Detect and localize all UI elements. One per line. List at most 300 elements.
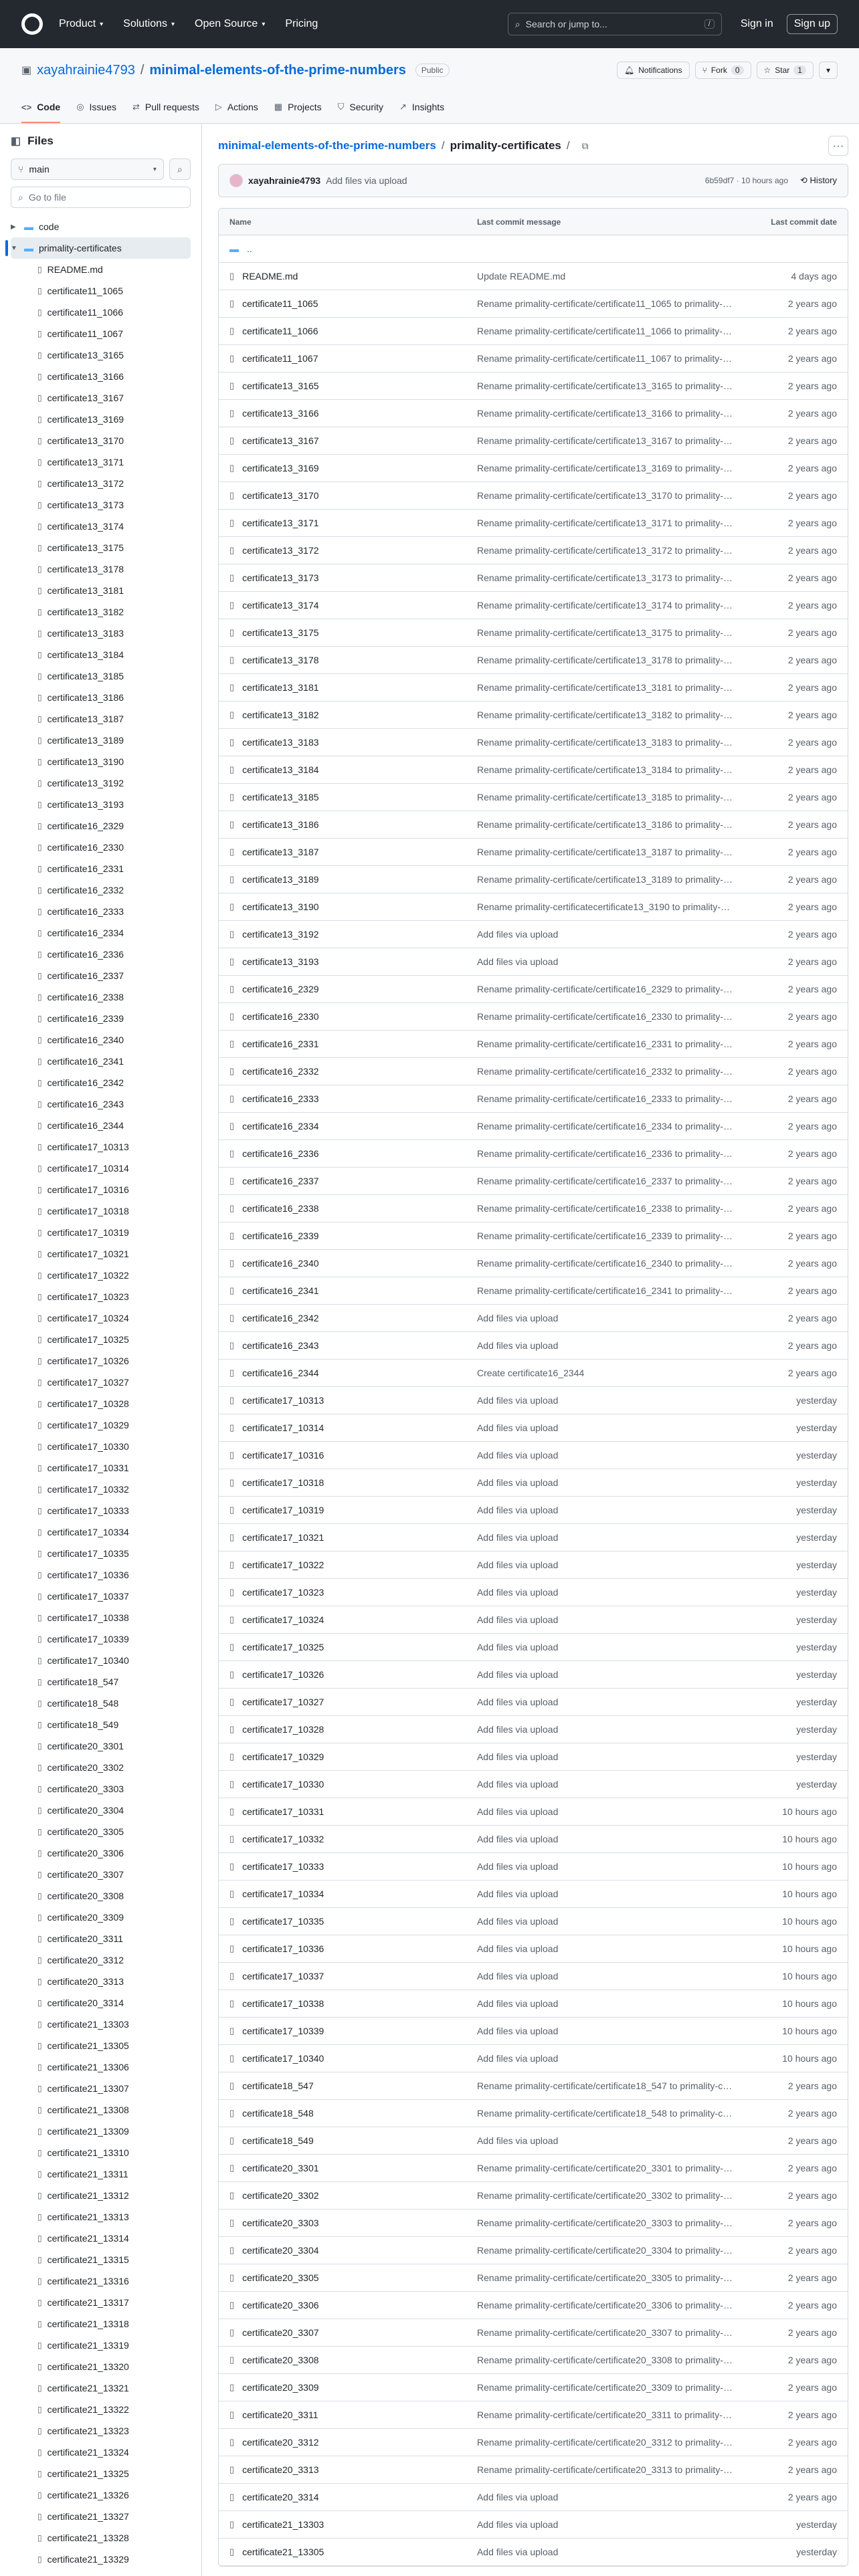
tree-file-item[interactable] <box>11 751 191 772</box>
branch-selector[interactable] <box>11 158 164 180</box>
commit-message-link[interactable]: Rename primality-certificate/certificate13_3174 to primality-… <box>476 600 733 611</box>
file-name-link[interactable]: certificate13_3182 <box>242 710 319 720</box>
table-row[interactable] <box>219 1195 848 1222</box>
table-row[interactable] <box>219 756 848 784</box>
tab-security[interactable] <box>338 92 383 123</box>
commit-message-link[interactable]: Add files via upload <box>326 175 407 186</box>
file-name-link[interactable]: certificate17_10338 <box>242 1998 324 2009</box>
tree-file-item[interactable] <box>11 2014 191 2035</box>
tree-file-item[interactable] <box>11 1158 191 1179</box>
file-name-link[interactable]: certificate13_3169 <box>242 463 319 473</box>
tree-file-item[interactable] <box>11 1714 191 1735</box>
commit-message-link[interactable]: Rename primality-certificate/certificate16_2337 to primality-… <box>476 1176 733 1186</box>
table-row[interactable] <box>219 1771 848 1798</box>
file-name-link[interactable]: certificate20_3304 <box>242 2245 319 2256</box>
table-row[interactable] <box>219 1140 848 1168</box>
tree-file-item[interactable] <box>11 2163 191 2185</box>
tree-file-item[interactable] <box>11 944 191 965</box>
table-row[interactable] <box>219 318 848 345</box>
commit-message-link[interactable]: Add files via upload <box>476 1477 559 1488</box>
tree-file-item[interactable] <box>11 986 191 1008</box>
file-name-link[interactable]: certificate20_3314 <box>242 2492 319 2502</box>
tree-file-item[interactable] <box>11 772 191 794</box>
tree-file-item[interactable] <box>11 730 191 751</box>
file-name-link[interactable]: certificate13_3183 <box>242 737 319 748</box>
table-row[interactable] <box>219 674 848 702</box>
table-row[interactable] <box>219 1222 848 1250</box>
table-row[interactable] <box>219 2484 848 2511</box>
commit-message-link[interactable]: Rename primality-certificate/certificate16_2332 to primality-… <box>476 1066 733 1077</box>
file-name-link[interactable]: certificate16_2333 <box>242 1093 319 1104</box>
file-name-link[interactable]: certificate20_3307 <box>242 2327 319 2338</box>
table-row[interactable] <box>219 1442 848 1469</box>
copy-path-icon[interactable]: ⧉ <box>581 140 589 151</box>
table-row[interactable] <box>219 1414 848 1442</box>
commit-meta[interactable]: 6b59df7 · 10 hours ago <box>704 176 789 185</box>
tree-file-item[interactable] <box>11 2420 191 2442</box>
commit-message-link[interactable]: Add files via upload <box>476 1532 559 1543</box>
tree-file-item[interactable] <box>11 2484 191 2506</box>
tree-file-item[interactable] <box>11 708 191 730</box>
history-link[interactable] <box>800 175 837 186</box>
tree-file-item[interactable] <box>11 280 191 302</box>
tree-file-item[interactable] <box>11 1008 191 1029</box>
file-name-link[interactable]: certificate20_3308 <box>242 2355 319 2365</box>
file-name-link[interactable]: certificate16_2332 <box>242 1066 319 1077</box>
table-row[interactable] <box>219 2539 848 2566</box>
tree-file-item[interactable] <box>11 901 191 922</box>
commit-message-link[interactable]: Rename primality-certificate/certificate13_3167 to primality-… <box>476 435 733 446</box>
parent-directory-row[interactable] <box>219 235 848 263</box>
table-row[interactable] <box>219 1058 848 1085</box>
tree-file-item[interactable] <box>11 516 191 537</box>
tree-file-item[interactable] <box>11 1671 191 1693</box>
file-name-link[interactable]: certificate17_10325 <box>242 1642 324 1652</box>
table-row[interactable] <box>219 564 848 592</box>
commit-message-link[interactable]: Add files via upload <box>476 1971 559 1981</box>
tree-file-item[interactable] <box>11 1072 191 1093</box>
commit-message-link[interactable]: Rename primality-certificate/certificate13_3183 to primality-… <box>476 737 733 748</box>
tree-file-item[interactable] <box>11 2206 191 2228</box>
tree-file-item[interactable] <box>11 2527 191 2549</box>
commit-message-link[interactable]: Add files via upload <box>476 1505 559 1515</box>
commit-message-link[interactable]: Rename primality-certificate/certificate13_3172 to primality-… <box>476 545 733 556</box>
file-name-link[interactable]: certificate17_10324 <box>242 1614 324 1625</box>
table-row[interactable] <box>219 1743 848 1771</box>
file-name-link[interactable]: certificate20_3313 <box>242 2464 319 2475</box>
file-name-link[interactable]: certificate17_10326 <box>242 1669 324 1680</box>
tree-file-item[interactable] <box>11 858 191 879</box>
file-name-link[interactable]: certificate17_10331 <box>242 1806 324 1817</box>
tree-file-item[interactable] <box>11 1564 191 1586</box>
tree-file-item[interactable] <box>11 430 191 451</box>
commit-message-link[interactable]: Rename primality-certificate/certificate13_3185 to primality-… <box>476 792 733 802</box>
tree-file-item[interactable] <box>11 2399 191 2420</box>
file-name-link[interactable]: certificate13_3193 <box>242 956 319 967</box>
tree-file-item[interactable] <box>11 1436 191 1457</box>
tree-file-item[interactable] <box>11 1393 191 1414</box>
file-name-link[interactable]: certificate13_3166 <box>242 408 319 419</box>
table-row[interactable] <box>219 839 848 866</box>
table-row[interactable] <box>219 592 848 619</box>
table-row[interactable] <box>219 1250 848 1277</box>
commit-message-link[interactable]: Add files via upload <box>476 1669 559 1680</box>
tab-actions[interactable] <box>215 92 258 123</box>
commit-message-link[interactable]: Rename primality-certificate/certificate13_3187 to primality-… <box>476 847 733 857</box>
breadcrumb-repo-link[interactable]: minimal-elements-of-the-prime-numbers <box>217 139 436 152</box>
file-name-link[interactable]: certificate17_10323 <box>242 1587 324 1598</box>
table-row[interactable] <box>219 1689 848 1716</box>
file-name-link[interactable]: certificate13_3165 <box>242 381 319 391</box>
tree-file-item[interactable] <box>11 366 191 387</box>
file-name-link[interactable]: certificate18_547 <box>242 2080 314 2091</box>
file-name-link[interactable]: certificate20_3312 <box>242 2437 319 2448</box>
file-name-link[interactable]: certificate20_3301 <box>242 2163 319 2173</box>
file-name-link[interactable]: certificate16_2339 <box>242 1230 319 1241</box>
file-name-link[interactable]: certificate17_10336 <box>242 1943 324 1954</box>
file-name-link[interactable]: certificate13_3184 <box>242 764 319 775</box>
sidebar-collapse-icon[interactable]: ◧ <box>11 136 21 147</box>
commit-message-link[interactable]: Rename primality-certificate/certificate18_548 to primality-c… <box>476 2108 733 2119</box>
file-name-link[interactable]: certificate17_10340 <box>242 2053 324 2064</box>
file-name-link[interactable]: certificate20_3306 <box>242 2300 319 2311</box>
commit-message-link[interactable]: Add files via upload <box>476 1450 559 1461</box>
commit-message-link[interactable]: Create certificate16_2344 <box>476 1368 585 1378</box>
tree-file-item[interactable] <box>11 644 191 665</box>
file-name-link[interactable]: certificate11_1066 <box>242 326 318 336</box>
commit-message-link[interactable]: Add files via upload <box>476 1642 559 1652</box>
commit-message-link[interactable]: Rename primality-certificate/certificate20_3313 to primality-… <box>476 2464 733 2475</box>
file-name-link[interactable]: certificate13_3189 <box>242 874 319 885</box>
commit-message-link[interactable]: Rename primality-certificate/certificate20_3312 to primality-… <box>476 2437 733 2448</box>
tree-file-item[interactable] <box>11 1051 191 1072</box>
repo-owner-link[interactable]: xayahrainie4793 <box>37 62 135 78</box>
commit-message-link[interactable]: Rename primality-certificate/certificate11_1065 to primality-… <box>476 298 732 309</box>
commit-message-link[interactable]: Add files via upload <box>476 1779 559 1790</box>
table-row[interactable] <box>219 2127 848 2155</box>
commit-message-link[interactable]: Rename primality-certificate/certificate13_3175 to primality-… <box>476 627 733 638</box>
tree-file-item[interactable] <box>11 815 191 837</box>
table-row[interactable] <box>219 702 848 729</box>
commit-message-link[interactable]: Rename primality-certificate/certificate11_1066 to primality-… <box>476 326 732 336</box>
table-row[interactable] <box>219 2456 848 2484</box>
table-row[interactable] <box>219 1113 848 1140</box>
file-name-link[interactable]: certificate13_3172 <box>242 545 319 556</box>
commit-message-link[interactable]: Rename primality-certificate/certificate20_3304 to primality-… <box>476 2245 733 2256</box>
table-row[interactable] <box>219 455 848 482</box>
table-row[interactable] <box>219 729 848 756</box>
tree-file-item[interactable] <box>11 601 191 623</box>
tree-file-item[interactable] <box>11 794 191 815</box>
table-row[interactable] <box>219 1551 848 1579</box>
tree-file-item[interactable] <box>11 409 191 430</box>
table-row[interactable] <box>219 1332 848 1360</box>
tree-file-item[interactable] <box>11 1735 191 1757</box>
table-row[interactable] <box>219 1606 848 1634</box>
commit-message-link[interactable]: Rename primality-certificatecertificate13_3190 to primality-… <box>476 901 731 912</box>
tree-file-item[interactable] <box>11 1864 191 1885</box>
file-name-link[interactable]: certificate21_13303 <box>242 2519 324 2530</box>
tab-code[interactable] <box>21 92 60 123</box>
commit-message-link[interactable]: Rename primality-certificate/certificate13_3189 to primality-… <box>476 874 733 885</box>
file-name-link[interactable]: certificate17_10328 <box>242 1724 324 1735</box>
more-options-button[interactable] <box>828 136 848 156</box>
table-row[interactable] <box>219 1963 848 1990</box>
commit-message-link[interactable]: Add files via upload <box>476 1806 559 1817</box>
tree-file-item[interactable] <box>11 1842 191 1864</box>
tab-pull-requests[interactable] <box>132 92 199 123</box>
tree-file-item[interactable] <box>11 1821 191 1842</box>
commit-message-link[interactable]: Add files via upload <box>476 1889 559 1899</box>
notifications-button[interactable] <box>617 62 690 79</box>
file-name-link[interactable]: certificate16_2337 <box>242 1176 319 1186</box>
table-row[interactable] <box>219 921 848 948</box>
tree-file-item[interactable] <box>11 1949 191 1971</box>
commit-message-link[interactable]: Rename primality-certificate/certificate20_3301 to primality-… <box>476 2163 733 2173</box>
commit-message-link[interactable]: Rename primality-certificate/certificate13_3166 to primality-… <box>476 408 733 419</box>
table-row[interactable] <box>219 2319 848 2347</box>
table-row[interactable] <box>219 1853 848 1881</box>
tree-file-item[interactable] <box>11 2056 191 2078</box>
tree-file-item[interactable] <box>11 2549 191 2570</box>
tree-file-item[interactable] <box>11 1093 191 1115</box>
table-row[interactable] <box>219 1497 848 1524</box>
go-to-file-input[interactable] <box>11 187 191 208</box>
table-row[interactable] <box>219 2155 848 2182</box>
nav-pricing[interactable] <box>285 18 318 30</box>
file-name-link[interactable]: certificate17_10337 <box>242 1971 324 1981</box>
table-row[interactable] <box>219 1634 848 1661</box>
table-row[interactable] <box>219 2237 848 2264</box>
file-search-button[interactable] <box>169 158 191 180</box>
commit-message-link[interactable]: Rename primality-certificate/certificate13_3184 to primality-… <box>476 764 733 775</box>
file-name-link[interactable]: certificate17_10314 <box>242 1422 324 1433</box>
commit-message-link[interactable]: Rename primality-certificate/certificate20_3309 to primality-… <box>476 2382 733 2393</box>
file-name-link[interactable]: certificate13_3178 <box>242 655 319 665</box>
table-row[interactable] <box>219 482 848 510</box>
commit-message-link[interactable]: Rename primality-certificate/certificate13_3178 to primality-… <box>476 655 733 665</box>
file-name-link[interactable]: certificate13_3187 <box>242 847 319 857</box>
fork-button[interactable] <box>695 62 751 79</box>
table-row[interactable] <box>219 1031 848 1058</box>
tree-folder-primality-certificates[interactable] <box>11 237 191 259</box>
tree-file-item[interactable] <box>11 1971 191 1992</box>
table-row[interactable] <box>219 893 848 921</box>
tree-file-item[interactable] <box>11 1607 191 1628</box>
star-dropdown-button[interactable] <box>819 62 838 79</box>
file-name-link[interactable]: certificate16_2341 <box>242 1285 319 1296</box>
commit-message-link[interactable]: Add files via upload <box>476 1395 559 1406</box>
commit-message-link[interactable]: Add files via upload <box>476 1998 559 2009</box>
tree-file-item[interactable] <box>11 2313 191 2335</box>
commit-message-link[interactable]: Add files via upload <box>476 1834 559 1844</box>
tree-file-item[interactable] <box>11 623 191 644</box>
table-row[interactable] <box>219 1579 848 1606</box>
parent-directory-link[interactable]: .. <box>246 243 252 254</box>
file-name-link[interactable]: certificate16_2343 <box>242 1340 319 1351</box>
table-row[interactable] <box>219 2182 848 2210</box>
tree-file-item[interactable] <box>11 2142 191 2163</box>
commit-message-link[interactable]: Rename primality-certificate/certificate20_3306 to primality-… <box>476 2300 733 2311</box>
file-name-link[interactable]: certificate17_10334 <box>242 1889 324 1899</box>
tree-file-item[interactable] <box>11 1243 191 1265</box>
tree-file-item[interactable] <box>11 665 191 687</box>
commit-message-link[interactable]: Add files via upload <box>476 1724 559 1735</box>
tree-file-item[interactable] <box>11 1778 191 1800</box>
table-row[interactable] <box>219 1524 848 1551</box>
commit-message-link[interactable]: Add files via upload <box>476 1560 559 1570</box>
commit-message-link[interactable]: Rename primality-certificate/certificate11_1067 to primality-… <box>476 353 732 364</box>
table-row[interactable] <box>219 647 848 674</box>
table-row[interactable] <box>219 2511 848 2539</box>
file-name-link[interactable]: certificate11_1067 <box>242 353 318 364</box>
tree-file-item[interactable] <box>11 2442 191 2463</box>
tree-file-item[interactable] <box>11 451 191 473</box>
file-name-link[interactable]: certificate16_2344 <box>242 1368 319 1378</box>
tree-file-item[interactable] <box>11 1521 191 1543</box>
table-row[interactable] <box>219 427 848 455</box>
global-search-input[interactable] <box>508 13 722 35</box>
commit-author-link[interactable]: xayahrainie4793 <box>248 175 321 186</box>
tree-file-item[interactable] <box>11 2228 191 2249</box>
commit-message-link[interactable]: Add files via upload <box>476 1340 559 1351</box>
table-row[interactable] <box>219 976 848 1003</box>
commit-message-link[interactable]: Add files via upload <box>476 956 559 967</box>
tree-file-item[interactable] <box>11 344 191 366</box>
table-row[interactable] <box>219 400 848 427</box>
tree-file-item[interactable] <box>11 473 191 494</box>
table-row[interactable] <box>219 510 848 537</box>
file-name-link[interactable]: certificate21_13305 <box>242 2547 324 2557</box>
tree-file-item[interactable] <box>11 1500 191 1521</box>
commit-message-link[interactable]: Rename primality-certificate/certificate16_2333 to primality-… <box>476 1093 733 1104</box>
commit-message-link[interactable]: Rename primality-certificate/certificate20_3307 to primality-… <box>476 2327 733 2338</box>
github-logo-icon[interactable] <box>21 13 43 35</box>
file-name-link[interactable]: certificate17_10327 <box>242 1697 324 1707</box>
tree-file-item[interactable] <box>11 580 191 601</box>
file-name-link[interactable]: certificate16_2334 <box>242 1121 319 1132</box>
tree-file-item[interactable] <box>11 2099 191 2121</box>
table-row[interactable] <box>219 1360 848 1387</box>
tree-file-item[interactable] <box>11 1265 191 1286</box>
tree-file-item[interactable] <box>11 1992 191 2014</box>
commit-message-link[interactable]: Rename primality-certificate/certificate13_3170 to primality-… <box>476 490 733 501</box>
commit-message-link[interactable]: Rename primality-certificate/certificate16_2339 to primality-… <box>476 1230 733 1241</box>
tree-file-item[interactable] <box>11 259 191 280</box>
sign-in-link[interactable]: Sign in <box>740 18 773 29</box>
table-row[interactable] <box>219 1935 848 1963</box>
tree-file-item[interactable] <box>11 687 191 708</box>
commit-message-link[interactable]: Rename primality-certificate/certificate13_3169 to primality-… <box>476 463 733 473</box>
tree-file-item[interactable] <box>11 2356 191 2377</box>
table-row[interactable] <box>219 2292 848 2319</box>
table-row[interactable] <box>219 2264 848 2292</box>
nav-product[interactable] <box>59 18 103 30</box>
tree-file-item[interactable] <box>11 1479 191 1500</box>
file-name-link[interactable]: certificate17_10332 <box>242 1834 324 1844</box>
commit-message-link[interactable]: Rename primality-certificate/certificate16_2338 to primality-… <box>476 1203 733 1214</box>
tree-file-item[interactable] <box>11 1543 191 1564</box>
table-row[interactable] <box>219 263 848 290</box>
tree-file-item[interactable] <box>11 2506 191 2527</box>
commit-message-link[interactable]: Rename primality-certificate/certificate13_3186 to primality-… <box>476 819 733 830</box>
tree-file-item[interactable] <box>11 1307 191 1329</box>
tree-file-item[interactable] <box>11 1885 191 1907</box>
tree-file-item[interactable] <box>11 837 191 858</box>
tree-file-item[interactable] <box>11 2463 191 2484</box>
table-row[interactable] <box>219 345 848 372</box>
file-name-link[interactable]: certificate17_10319 <box>242 1505 324 1515</box>
table-row[interactable] <box>219 2100 848 2127</box>
commit-message-link[interactable]: Add files via upload <box>476 1943 559 1954</box>
file-name-link[interactable]: certificate17_10316 <box>242 1450 324 1461</box>
file-name-link[interactable]: certificate17_10329 <box>242 1751 324 1762</box>
tree-file-item[interactable] <box>11 2377 191 2399</box>
file-name-link[interactable]: certificate17_10322 <box>242 1560 324 1570</box>
commit-message-link[interactable]: Rename primality-certificate/certificate13_3182 to primality-… <box>476 710 733 720</box>
table-row[interactable] <box>219 784 848 811</box>
file-name-link[interactable]: certificate16_2330 <box>242 1011 319 1022</box>
file-name-link[interactable]: certificate17_10318 <box>242 1477 324 1488</box>
table-row[interactable] <box>219 1469 848 1497</box>
table-row[interactable] <box>219 1881 848 1908</box>
file-name-link[interactable]: certificate13_3171 <box>242 518 319 528</box>
tree-file-item[interactable] <box>11 1222 191 1243</box>
commit-message-link[interactable]: Add files via upload <box>476 1916 559 1927</box>
tree-file-item[interactable] <box>11 1372 191 1393</box>
commit-message-link[interactable]: Rename primality-certificate/certificate16_2329 to primality-… <box>476 984 733 994</box>
tree-file-item[interactable] <box>11 2270 191 2292</box>
commit-message-link[interactable]: Rename primality-certificate/certificate20_3308 to primality-… <box>476 2355 733 2365</box>
table-row[interactable] <box>219 2374 848 2401</box>
table-row[interactable] <box>219 2210 848 2237</box>
tree-file-item[interactable] <box>11 1136 191 1158</box>
commit-message-link[interactable]: Add files via upload <box>476 2026 559 2036</box>
tree-file-item[interactable] <box>11 2121 191 2142</box>
commit-message-link[interactable]: Rename primality-certificate/certificate20_3302 to primality-… <box>476 2190 733 2201</box>
file-name-link[interactable]: certificate11_1065 <box>242 298 318 309</box>
tree-file-item[interactable] <box>11 2078 191 2099</box>
tree-file-item[interactable] <box>11 1414 191 1436</box>
table-row[interactable] <box>219 2401 848 2429</box>
tab-insights[interactable] <box>399 92 444 123</box>
tab-issues[interactable] <box>76 92 116 123</box>
table-row[interactable] <box>219 1908 848 1935</box>
tree-file-item[interactable] <box>11 2335 191 2356</box>
commit-message-link[interactable]: Add files via upload <box>476 1422 559 1433</box>
nav-solutions[interactable] <box>123 18 175 30</box>
table-row[interactable] <box>219 1798 848 1826</box>
commit-message-link[interactable]: Add files via upload <box>476 1697 559 1707</box>
commit-message-link[interactable]: Rename primality-certificate/certificate16_2334 to primality-… <box>476 1121 733 1132</box>
table-row[interactable] <box>219 1387 848 1414</box>
commit-message-link[interactable]: Add files via upload <box>476 929 559 940</box>
file-name-link[interactable]: certificate17_10333 <box>242 1861 324 1872</box>
table-row[interactable] <box>219 2347 848 2374</box>
tree-file-item[interactable] <box>11 1329 191 1350</box>
tree-file-item[interactable] <box>11 387 191 409</box>
commit-message-link[interactable]: Rename primality-certificate/certificate13_3171 to primality-… <box>476 518 733 528</box>
tree-file-item[interactable] <box>11 494 191 516</box>
file-name-link[interactable]: certificate13_3174 <box>242 600 319 611</box>
commit-message-link[interactable]: Add files via upload <box>476 1861 559 1872</box>
tree-folder-code[interactable] <box>11 216 191 237</box>
nav-open-source[interactable] <box>195 18 265 30</box>
table-row[interactable] <box>219 619 848 647</box>
file-name-link[interactable]: certificate16_2331 <box>242 1039 319 1049</box>
file-name-link[interactable]: certificate13_3167 <box>242 435 319 446</box>
tree-file-item[interactable] <box>11 922 191 944</box>
